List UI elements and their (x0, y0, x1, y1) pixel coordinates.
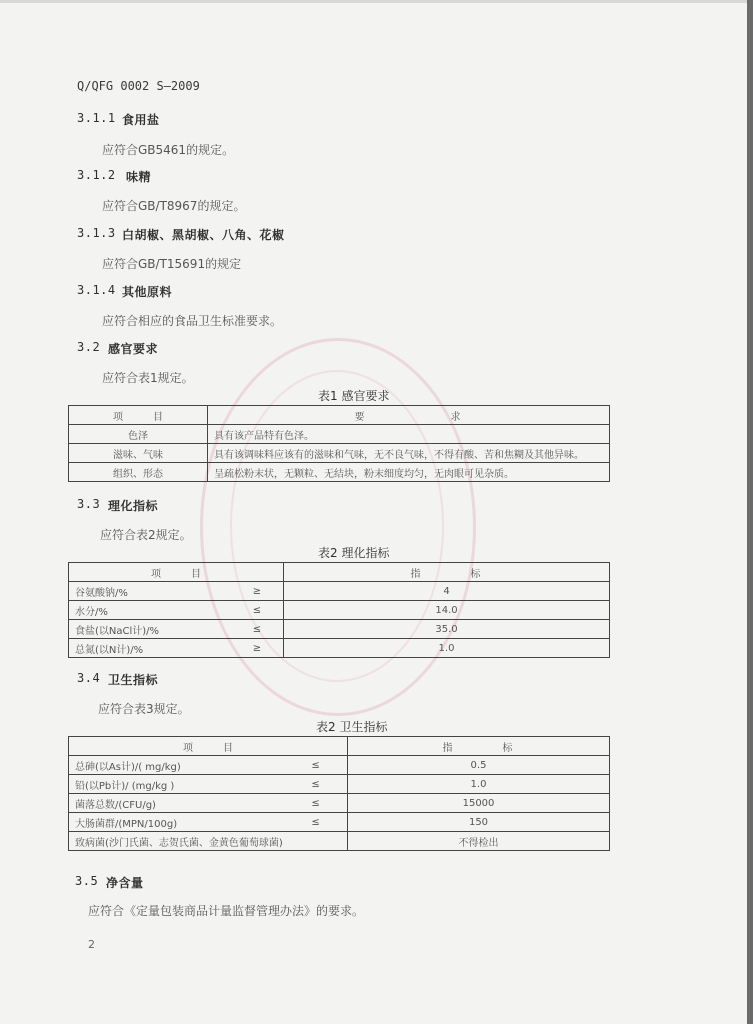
section-title: 其他原料 (122, 285, 173, 299)
table-row (69, 639, 610, 658)
table-cell-operator: ≤ (284, 775, 347, 794)
table1-sensory-requirements (68, 405, 610, 482)
table-cell-requirement: 具有该产品特有色泽。 (208, 425, 610, 444)
section-number: 3.1.1 (77, 111, 116, 125)
table-cell-value: 不得检出 (348, 832, 610, 851)
table-cell-operator: ≤ (231, 601, 284, 620)
table-header-cell: 指 标 (284, 563, 610, 582)
table-header-cell: 项 目 (69, 406, 208, 425)
table-cell-value: 35.0 (284, 620, 610, 639)
scan-top-edge (0, 0, 753, 3)
table-cell-requirement: 具有该调味料应该有的滋味和气味，无不良气味，不得有酸、苦和焦糊及其他异味。 (208, 444, 610, 463)
table-cell-value: 0.5 (348, 756, 610, 775)
table-cell-operator: ≥ (231, 582, 284, 601)
section-number: 3.3 (77, 497, 101, 511)
section-text: 应符合表3规定。 (98, 702, 190, 716)
section-title: 食用盐 (122, 113, 160, 127)
table-row (69, 601, 610, 620)
table-row (69, 444, 610, 463)
table-cell-item: 食盐(以NaCl计)/% (69, 620, 232, 639)
section-title: 净含量 (106, 876, 144, 890)
section-text: 应符合《定量包装商品计量监督管理办法》的要求。 (88, 904, 365, 918)
table-cell-item: 色泽 (69, 425, 208, 444)
table-cell-item: 水分/% (69, 601, 232, 620)
table-row (69, 425, 610, 444)
table2-caption: 表2 理化指标 (318, 546, 390, 560)
table-cell-item: 总砷(以As计)/( mg/kg) (69, 756, 285, 775)
section-number: 3.2 (77, 340, 101, 354)
table-row (69, 832, 610, 851)
scan-right-edge (747, 0, 753, 1024)
section-title: 感官要求 (108, 342, 159, 356)
table3-caption: 表2 卫生指标 (316, 720, 388, 734)
section-text: 应符合相应的食品卫生标准要求。 (102, 314, 283, 328)
table-cell-item: 总氮(以N计)/% (69, 639, 232, 658)
table-header-cell: 指 标 (348, 737, 610, 756)
table-header-row (69, 737, 610, 756)
table-cell-operator: ≤ (284, 756, 347, 775)
section-number: 3.4 (77, 671, 101, 685)
section-number: 3.1.3 (77, 226, 116, 240)
section-title: 味精 (126, 170, 152, 184)
section-text: 应符合GB5461的规定。 (102, 143, 235, 157)
section-title: 卫生指标 (108, 673, 159, 687)
table-header-cell: 要 求 (208, 406, 610, 425)
section-text: 应符合表2规定。 (100, 528, 192, 542)
section-number: 3.1.4 (77, 283, 116, 297)
page-number: 2 (88, 938, 95, 951)
section-title: 理化指标 (108, 499, 159, 513)
section-number: 3.1.2 (77, 168, 116, 182)
section-title: 白胡椒、黑胡椒、八角、花椒 (122, 228, 285, 242)
table-cell-value: 4 (284, 582, 610, 601)
table-cell-item: 致病菌(沙门氏菌、志贺氏菌、金黄色葡萄球菌) (69, 832, 348, 851)
table-row (69, 794, 610, 813)
section-number: 3.5 (75, 874, 99, 888)
table-cell-value: 150 (348, 813, 610, 832)
section-text: 应符合GB/T8967的规定。 (102, 199, 246, 213)
table-header-row (69, 563, 610, 582)
table-cell-operator: ≤ (284, 813, 347, 832)
section-text: 应符合表1规定。 (102, 371, 194, 385)
table-cell-value: 1.0 (348, 775, 610, 794)
table-cell-item: 组织、形态 (69, 463, 208, 482)
table-cell-value: 15000 (348, 794, 610, 813)
table3-hygiene-indicators (68, 736, 610, 851)
table-row (69, 756, 610, 775)
table-cell-operator: ≤ (284, 794, 347, 813)
table1-caption: 表1 感官要求 (318, 389, 390, 403)
table-row (69, 775, 610, 794)
document-id: Q/QFG 0002 S—2009 (77, 79, 200, 93)
table2-physicochemical (68, 562, 610, 658)
table-cell-requirement: 呈疏松粉末状，无颗粒、无结块，粉末细度均匀，无肉眼可见杂质。 (208, 463, 610, 482)
table-cell-value: 14.0 (284, 601, 610, 620)
table-cell-operator: ≥ (231, 639, 284, 658)
table-row (69, 813, 610, 832)
section-text: 应符合GB/T15691的规定 (102, 257, 242, 271)
table-header-row (69, 406, 610, 425)
table-row (69, 582, 610, 601)
table-header-cell: 项 目 (69, 563, 284, 582)
table-row (69, 463, 610, 482)
table-cell-operator: ≤ (231, 620, 284, 639)
table-cell-item: 滋味、气味 (69, 444, 208, 463)
table-cell-item: 谷氨酸钠/% (69, 582, 232, 601)
table-cell-item: 菌落总数/(CFU/g) (69, 794, 285, 813)
table-row (69, 620, 610, 639)
table-cell-value: 1.0 (284, 639, 610, 658)
table-header-cell: 项 目 (69, 737, 348, 756)
table-cell-item: 铅(以Pb计)/ (mg/kg ) (69, 775, 285, 794)
table-cell-item: 大肠菌群/(MPN/100g) (69, 813, 285, 832)
